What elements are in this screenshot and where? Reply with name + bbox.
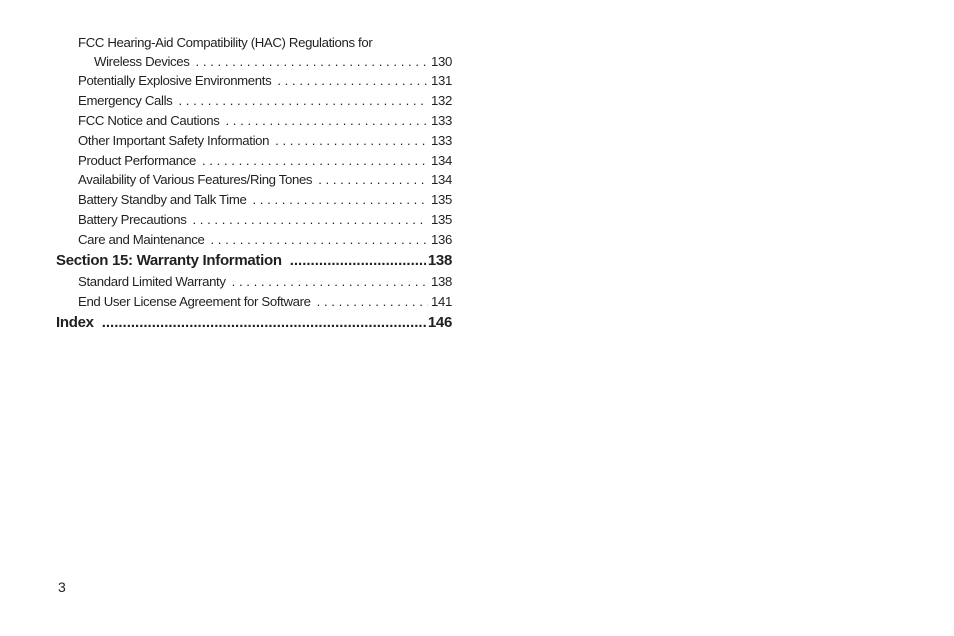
toc-entry[interactable] bbox=[56, 210, 452, 230]
toc-entry-page: 134 bbox=[431, 152, 452, 168]
toc-entry-page: 141 bbox=[431, 293, 452, 309]
dot-leader bbox=[277, 71, 428, 91]
toc-entry-page: 133 bbox=[431, 112, 452, 128]
dot-leader bbox=[317, 292, 428, 312]
dot-leader bbox=[290, 250, 426, 272]
dot-leader bbox=[178, 91, 428, 111]
dot-leader bbox=[252, 190, 428, 210]
toc-entry-label-continued: Wireless Devices bbox=[94, 54, 190, 69]
dot-leader bbox=[232, 272, 428, 292]
toc-entry[interactable] bbox=[56, 170, 452, 190]
dot-leader bbox=[192, 210, 428, 230]
toc-section-page: 138 bbox=[427, 252, 452, 270]
toc-entry-label: Potentially Explosive Environments bbox=[78, 73, 272, 88]
dot-leader bbox=[225, 111, 428, 131]
toc-entry-label: Battery Precautions bbox=[78, 212, 187, 228]
toc-entry[interactable] bbox=[56, 190, 452, 210]
dot-leader bbox=[318, 170, 428, 190]
toc-entry-label: Other Important Safety Information bbox=[78, 132, 270, 148]
toc-entry[interactable] bbox=[56, 151, 452, 171]
toc-section-index[interactable] bbox=[56, 312, 452, 334]
toc-entry[interactable] bbox=[56, 91, 452, 111]
toc-entry[interactable] bbox=[56, 230, 452, 250]
table-of-contents bbox=[56, 34, 452, 334]
toc-entry-page: 133 bbox=[431, 132, 452, 148]
toc-entry-page: 131 bbox=[431, 73, 452, 88]
toc-entry-page: 134 bbox=[431, 172, 452, 188]
toc-section-page: 146 bbox=[427, 313, 452, 331]
toc-entry-label: Standard Limited Warranty bbox=[78, 274, 226, 290]
dot-leader bbox=[210, 230, 428, 250]
toc-section-label: Section 15: Warranty Information bbox=[56, 252, 282, 270]
toc-entry-label: Emergency Calls bbox=[78, 92, 173, 108]
toc-entry-hac[interactable] bbox=[56, 34, 452, 71]
toc-entry-page: 132 bbox=[431, 92, 452, 108]
toc-entry-label: End User License Agreement for Software bbox=[78, 293, 311, 309]
toc-entry-label: Availability of Various Features/Ring Tones bbox=[78, 172, 313, 188]
dot-leader bbox=[196, 52, 429, 71]
page-number: 3 bbox=[58, 579, 66, 595]
toc-entry-page: 136 bbox=[431, 232, 452, 248]
toc-entry-page: 130 bbox=[431, 54, 452, 69]
dot-leader bbox=[202, 151, 428, 171]
toc-entry-page: 135 bbox=[431, 192, 452, 208]
toc-entry-label: FCC Notice and Cautions bbox=[78, 112, 220, 128]
toc-section-label: Index bbox=[56, 313, 94, 331]
toc-entry-label: Product Performance bbox=[78, 152, 196, 168]
dot-leader bbox=[275, 131, 428, 151]
toc-entry[interactable] bbox=[56, 292, 452, 312]
dot-leader bbox=[102, 312, 426, 334]
toc-entry-page: 138 bbox=[431, 274, 452, 290]
toc-entry[interactable] bbox=[56, 111, 452, 131]
toc-entry[interactable] bbox=[56, 131, 452, 151]
toc-section-15[interactable] bbox=[56, 250, 452, 272]
toc-entry-page: 135 bbox=[431, 212, 452, 228]
toc-entry-label: Care and Maintenance bbox=[78, 232, 205, 248]
toc-entry-label: FCC Hearing-Aid Compatibility (HAC) Regulations for bbox=[78, 35, 373, 50]
toc-entry[interactable] bbox=[56, 272, 452, 292]
toc-entry[interactable] bbox=[56, 71, 452, 91]
toc-entry-label: Battery Standby and Talk Time bbox=[78, 192, 247, 208]
